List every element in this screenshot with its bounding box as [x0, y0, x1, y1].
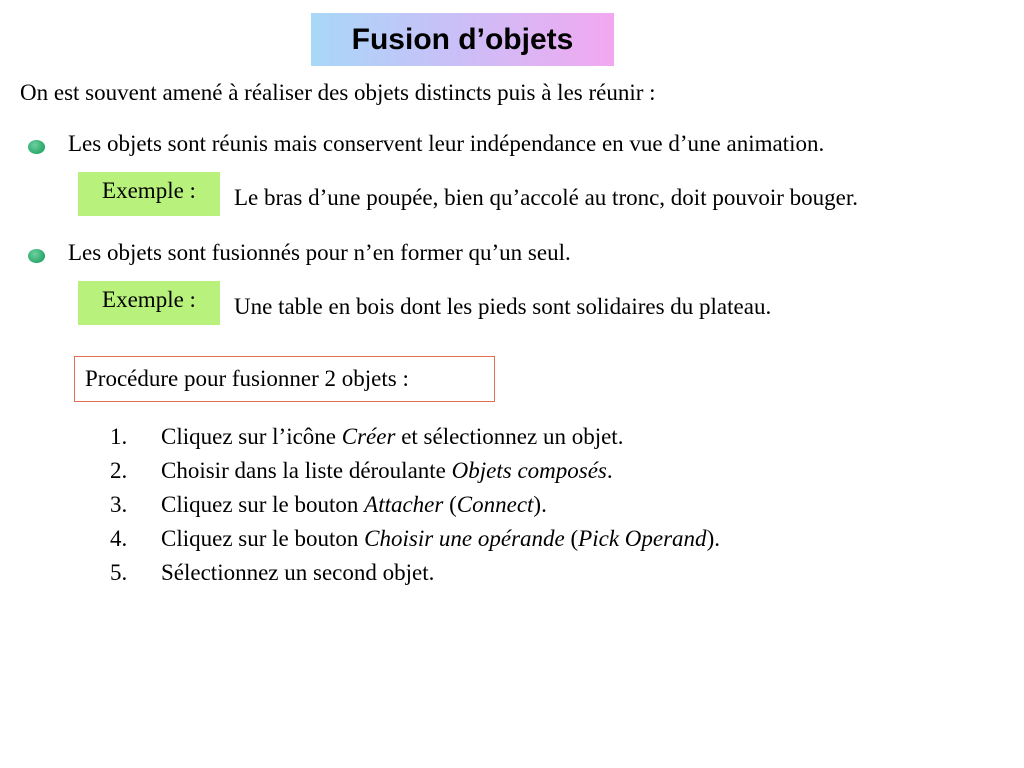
step-emphasis: Choisir une opérande [364, 526, 565, 551]
green-circle-bullet-icon [28, 140, 45, 154]
procedure-step [110, 556, 720, 590]
step-text: Cliquez sur l’icône [161, 424, 342, 449]
procedure-step [110, 522, 720, 556]
procedure-steps-list [110, 420, 720, 590]
step-text: Choisir dans la liste déroulante [161, 458, 452, 483]
step-number: 2. [110, 458, 128, 483]
step-text: ). [533, 492, 547, 517]
step-text: et sélectionnez un objet. [395, 424, 624, 449]
step-emphasis: Pick Operand [578, 526, 707, 551]
procedure-heading-box [74, 356, 495, 402]
example-label-1: Exemple : [78, 172, 220, 216]
step-text: ( [443, 492, 457, 517]
slide-title-box [311, 13, 614, 66]
step-emphasis: Objets composés [451, 458, 607, 483]
step-text: ). [706, 526, 720, 551]
procedure-step [110, 454, 720, 488]
step-number: 4. [110, 526, 128, 551]
step-emphasis: Créer [341, 424, 396, 449]
step-text: Cliquez sur le bouton [161, 526, 365, 551]
procedure-heading: Procédure pour fusionner 2 objets : [85, 366, 409, 391]
step-text: Sélectionnez un second objet. [161, 560, 435, 585]
intro-text: On est souvent amené à réaliser des objets distincts puis à les réunir : [20, 80, 656, 105]
step-number: 3. [110, 492, 128, 517]
bullet-text-1: Les objets sont réunis mais conservent leur indépendance en vue d’une animation. [68, 131, 825, 156]
step-text: ( [564, 526, 579, 551]
slide-title: Fusion d’objets [351, 22, 574, 56]
example-text-2: Une table en bois dont les pieds sont solidaires du plateau. [234, 294, 772, 319]
procedure-step [110, 420, 720, 454]
example-text-1: Le bras d’une poupée, bien qu’accolé au tronc, doit pouvoir bouger. [234, 185, 858, 210]
step-number: 5. [110, 560, 128, 585]
step-number: 1. [110, 424, 128, 449]
bullet-text-2: Les objets sont fusionnés pour n’en former qu’un seul. [68, 240, 571, 265]
step-text: Cliquez sur le bouton [161, 492, 365, 517]
step-emphasis: Connect [456, 492, 534, 517]
example-label-2: Exemple : [78, 281, 220, 325]
step-emphasis: Attacher [364, 492, 444, 517]
green-circle-bullet-icon [28, 249, 45, 263]
procedure-step [110, 488, 720, 522]
step-text: . [606, 458, 613, 483]
